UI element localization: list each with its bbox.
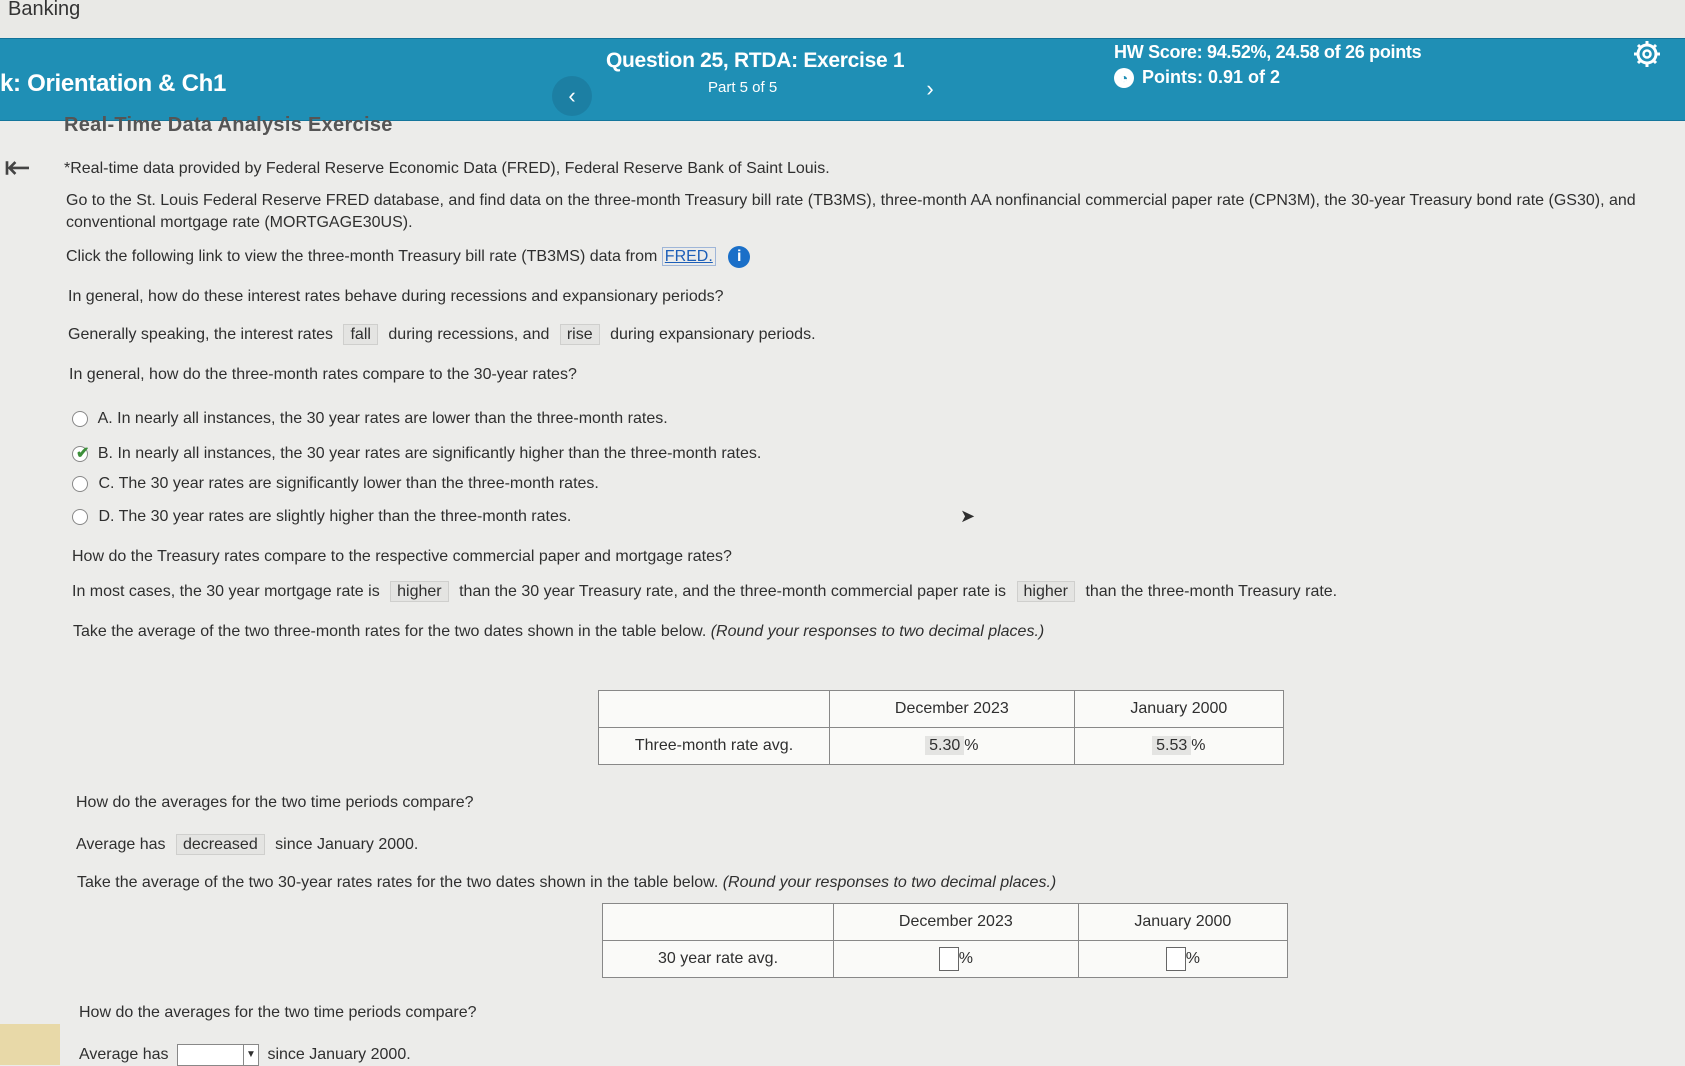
question-1: In general, how do these interest rates behave during recessions and expansionary periods?	[68, 288, 724, 305]
question-content	[0, 114, 1685, 1065]
answer-1-mid: during recessions, and	[388, 326, 550, 343]
option-c-text: The 30 year rates are significantly lower than the three-month rates.	[118, 475, 599, 492]
answer-5-line	[79, 1044, 411, 1066]
option-a-radio[interactable]	[72, 411, 88, 427]
percent-unit: %	[964, 737, 979, 754]
percent-unit: %	[958, 950, 973, 968]
table-cell	[1078, 941, 1287, 978]
row-label: Three-month rate avg.	[599, 728, 830, 765]
mortgage-answer-dropdown[interactable]: higher	[390, 581, 448, 602]
answer-3-pre: In most cases, the 30 year mortgage rate is	[72, 583, 380, 600]
chevron-left-icon: ‹	[568, 83, 576, 108]
instruction-1-rounding: (Round your responses to two decimal places.)	[710, 623, 1045, 640]
table-corner	[599, 691, 830, 728]
app-title: Banking	[8, 0, 81, 20]
dec-2023-thirty-year-input[interactable]	[939, 947, 959, 971]
option-a-text: In nearly all instances, the 30 year rates are lower than the three-month rates.	[117, 410, 668, 427]
question-3: How do the Treasury rates compare to the respective commercial paper and mortgage rates?	[72, 548, 732, 565]
answer-1-post: during expansionary periods.	[610, 326, 816, 343]
next-question-button[interactable]	[910, 69, 950, 109]
points-status	[1114, 67, 1280, 88]
jan-2000-thirty-year-input[interactable]	[1166, 947, 1186, 971]
thirty-year-table	[602, 903, 1288, 978]
table-corner	[603, 904, 834, 941]
intro-line-1: Go to the St. Louis Federal Reserve FRED database, and find data on the three-month Treasury bill rate (TB3MS), three-month AA nonfinancial commercial paper rate (CPN3M), the 30-year Treasury bond rate (GS30), and	[66, 192, 1636, 209]
percent-unit: %	[1191, 737, 1206, 754]
sidebar-highlight	[0, 1024, 60, 1065]
answer-5-pre: Average has	[79, 1046, 169, 1064]
option-d-text: The 30 year rates are slightly higher than the three-month rates.	[118, 508, 572, 525]
question-title: Question 25, RTDA: Exercise 1	[606, 49, 905, 72]
fred-link[interactable]: FRED.	[662, 247, 716, 266]
previous-question-button[interactable]	[552, 76, 592, 116]
option-c-radio[interactable]	[72, 476, 88, 492]
section-title: Real-Time Data Analysis Exercise	[64, 114, 393, 136]
table-cell	[830, 728, 1075, 765]
option-b-text: In nearly all instances, the 30 year rates are significantly higher than the three-month rates.	[117, 445, 762, 462]
info-icon[interactable]: i	[728, 246, 750, 268]
option-b[interactable]	[72, 443, 761, 463]
recession-answer-dropdown[interactable]: fall	[343, 324, 377, 345]
hw-score: HW Score: 94.52%, 24.58 of 26 points	[1114, 42, 1422, 62]
table-header-dec-2023: December 2023	[834, 904, 1079, 941]
question-5: How do the averages for the two time periods compare?	[79, 1004, 477, 1021]
points-text: Points: 0.91 of 2	[1142, 67, 1281, 87]
mouse-cursor-icon: ➤	[960, 506, 976, 526]
row-label: 30 year rate avg.	[603, 941, 834, 978]
table-header-jan-2000: January 2000	[1078, 904, 1287, 941]
dec-2023-three-month-input[interactable]: 5.30	[925, 736, 964, 755]
answer-3-mid: than the 30 year Treasury rate, and the three-month commercial paper rate is	[459, 583, 1007, 600]
source-note: *Real-time data provided by Federal Reserve Economic Data (FRED), Federal Reserve Bank of Saint Louis.	[64, 160, 830, 177]
table-header-jan-2000: January 2000	[1074, 691, 1283, 728]
option-a[interactable]	[72, 410, 668, 428]
answer-5-post: since January 2000.	[267, 1046, 411, 1064]
option-c[interactable]	[72, 475, 599, 493]
answer-3-post: than the three-month Treasury rate.	[1085, 583, 1338, 600]
jan-2000-three-month-input[interactable]: 5.53	[1152, 736, 1191, 755]
chevron-right-icon: ›	[926, 76, 934, 101]
answer-1-pre: Generally speaking, the interest rates	[68, 326, 334, 343]
table-cell	[1074, 728, 1283, 765]
partial-credit-icon: ◔	[1114, 68, 1134, 88]
checkmark-icon: ✔	[76, 445, 90, 462]
option-d[interactable]	[72, 508, 571, 526]
commercial-paper-answer-dropdown[interactable]: higher	[1017, 581, 1075, 602]
expansion-answer-dropdown[interactable]: rise	[560, 324, 600, 345]
question-part: Part 5 of 5	[708, 79, 778, 96]
instruction-2-rounding: (Round your responses to two decimal places.)	[722, 874, 1057, 891]
instruction-1-text: Take the average of the two three-month rates for the two dates shown in the table below.	[73, 623, 707, 640]
table-header-dec-2023: December 2023	[830, 691, 1075, 728]
question-header	[0, 38, 1685, 121]
course-title: k: Orientation & Ch1	[0, 70, 227, 97]
instruction-2	[77, 874, 1056, 892]
three-month-compare-dropdown[interactable]: decreased	[176, 834, 265, 855]
intro-line-2: conventional mortgage rate (MORTGAGE30US).	[66, 214, 413, 231]
fred-link-line	[66, 246, 750, 268]
option-d-letter: D.	[98, 508, 115, 525]
question-2: In general, how do the three-month rates compare to the 30-year rates?	[69, 366, 577, 383]
option-d-radio[interactable]	[72, 509, 88, 525]
option-b-letter: B.	[97, 445, 113, 462]
question-4: How do the averages for the two time periods compare?	[76, 794, 474, 811]
fred-link-text: Click the following link to view the three-month Treasury bill rate (TB3MS) data from	[66, 248, 658, 266]
chevron-down-icon: ▼	[243, 1045, 258, 1065]
answer-4-line	[76, 836, 418, 854]
three-month-table	[598, 690, 1284, 765]
table-cell	[834, 941, 1079, 978]
option-a-letter: A.	[97, 410, 113, 427]
answer-1-line	[68, 326, 816, 344]
answer-4-pre: Average has	[76, 836, 166, 853]
thirty-year-compare-dropdown[interactable]	[177, 1044, 259, 1066]
instruction-1	[73, 623, 1044, 641]
percent-unit: %	[1185, 950, 1200, 968]
answer-4-post: since January 2000.	[275, 836, 419, 853]
back-arrow-icon[interactable]: ⇤	[4, 149, 31, 185]
instruction-2-text: Take the average of the two 30-year rates rates for the two dates shown in the table below.	[77, 874, 719, 891]
app-title-bar	[0, 0, 1685, 39]
answer-3-line	[72, 583, 1337, 601]
option-c-letter: C.	[98, 475, 115, 492]
gear-icon[interactable]	[1632, 39, 1662, 69]
